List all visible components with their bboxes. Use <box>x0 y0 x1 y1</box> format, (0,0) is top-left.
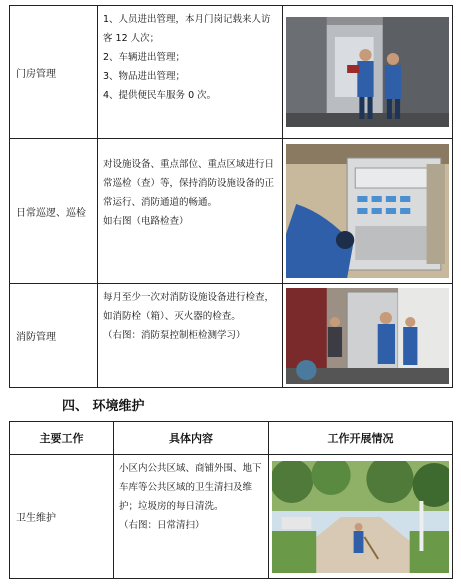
column-header: 工作开展情况 <box>269 422 453 455</box>
photo-cell <box>283 284 453 388</box>
row-content <box>114 455 269 579</box>
photo-cell <box>283 6 453 139</box>
column-header: 具体内容 <box>114 422 269 455</box>
content-line: （右图：日常清扫） <box>119 520 205 531</box>
content-line: （右图：消防泵控制柜检测学习） <box>103 330 246 341</box>
row-content <box>98 6 283 139</box>
row-content <box>98 284 283 388</box>
column-header: 主要工作 <box>10 422 114 455</box>
table-row <box>10 6 453 139</box>
photo-fire-pump <box>286 288 449 384</box>
photo-cell <box>283 139 453 284</box>
content-line: 1、人员进出管理，本月门岗记载来人访客 12 人次； <box>103 14 271 44</box>
content-line: 3、物品进出管理； <box>103 71 186 82</box>
content-line: 每月至少一次对消防设施设备进行检查，如消防栓（箱）、灭火器的检查。 <box>103 292 275 322</box>
content-line: 小区内公共区域、商铺外围、地下车库等公共区域的卫生清扫及维护；垃圾房的每日清洗。 <box>119 463 262 512</box>
content-line: 如右图（电路检查） <box>103 216 189 227</box>
environment-table <box>9 421 453 579</box>
row-content <box>98 139 283 284</box>
photo-street-sweeping <box>272 461 449 573</box>
row-label: 消防管理 <box>10 284 98 388</box>
content-line: 4、提供便民车服务 0 次。 <box>103 90 217 101</box>
photo-cell <box>269 455 453 579</box>
management-table <box>9 5 453 388</box>
row-label: 门房管理 <box>10 6 98 139</box>
photo-circuit-check <box>286 144 449 278</box>
table-row <box>10 284 453 388</box>
content-line: 2、车辆进出管理； <box>103 52 186 63</box>
row-label: 卫生维护 <box>10 455 114 579</box>
row-label: 日常巡逻、巡检 <box>10 139 98 284</box>
table-row <box>10 139 453 284</box>
section-title: 四、 环境维护 <box>62 399 145 414</box>
photo-door-guards <box>286 17 449 127</box>
table-row <box>10 455 453 579</box>
table-header <box>10 422 453 455</box>
content-line: 对设施设备、重点部位、重点区域进行日常巡检（查）等，保持消防设施设备的正常运行、消防通道的畅通。 <box>103 159 275 208</box>
